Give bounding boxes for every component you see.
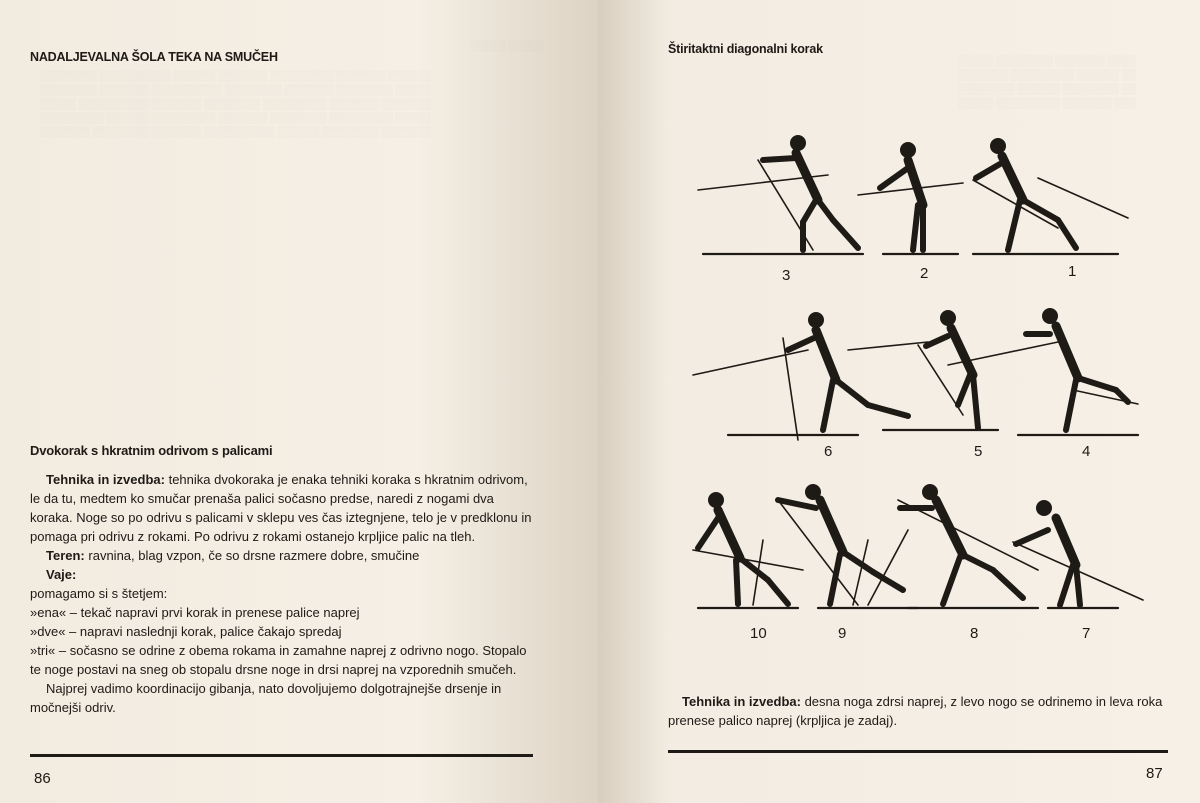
skier-figure-9: [778, 484, 918, 608]
skier-figure-2: [858, 142, 963, 254]
section-title: Štiritaktni diagonalni korak: [668, 42, 823, 56]
figure-number: 5: [974, 443, 983, 460]
figure-number: 2: [920, 265, 929, 282]
exercise-line: »ena« – tekač napravi prvi korak in prenese palice naprej: [30, 605, 360, 620]
right-page: [598, 0, 1200, 803]
figure-number: 1: [1068, 263, 1077, 280]
figure-caption: [668, 692, 1173, 730]
figure-number: 4: [1082, 443, 1091, 460]
figure-number: 10: [750, 625, 767, 642]
skier-figure-8: [868, 484, 1038, 608]
bleed-through-text: ░░░░░ ░░░░░: [470, 41, 544, 52]
page-header: NADALJEVALNA ŠOLA TEKA NA SMUČEH: [30, 50, 278, 64]
skier-figure-5: [848, 310, 998, 430]
exercises-label: Vaje:: [46, 567, 77, 582]
technique-label: Tehnika in izvedba:: [682, 694, 801, 709]
terrain-text: ravnina, blag vzpon, če so drsne razmere dobre, smučine: [88, 548, 420, 563]
terrain-label: Teren:: [46, 548, 85, 563]
skiing-sequence-figure: [618, 60, 1178, 660]
technique-label: Tehnika in izvedba:: [46, 472, 165, 487]
bleed-through-text-block: ░░░░░░░░ ░░░░░░░░░░ ░░░░░░ ░░░░░░░ ░░░░░░░░░ ░░░░░░░ ░░░░░░ ░░░░░░░░ ░░░░░░░ ░░░░░░░░░░ ░░░░░░░░ ░░░░░░░ ░░░░░░░░ ░░░░░ ░░░░░ ░░░░░░░░░░ ░░░░░░░ ░░░░░░░░ ░░░░░░░░░ ░░░░░░░ ░░░░░░░ ░░░░░░░░░ ░░░░░░ ░░░░░░░░░ ░░░░░░░ ░░░░░░░░ ░░░░░░░░░ ░░░░░ ░░░░░░░ ░░░░░░░░ ░░░░░░░ ░░░░░░░░░░ ░░░░░░ ░░░░░░░░ ░░░░░░░: [40, 71, 431, 138]
exercise-line: »tri« – sočasno se odrine z obema rokama in zamahne naprej z odrivno nogo. Stopalo te noge postavi na sneg ob stopalu drsne noge in drsi naprej na vzporednih smučeh.: [30, 643, 527, 677]
exercise-line: pomagamo si s štetjem:: [30, 586, 168, 601]
skier-figure-7: [1013, 500, 1143, 608]
skier-figure-6: [693, 312, 908, 440]
page-number: 86: [34, 770, 51, 787]
figure-number: 3: [782, 267, 791, 284]
exercise-line: Najprej vadimo koordinacijo gibanja, nato dovoljujemo dolgotrajnejše drsenje in močnejši odriv.: [30, 681, 502, 715]
skier-figure-1: [973, 138, 1128, 254]
bottom-rule: [668, 750, 1168, 753]
left-page: [0, 0, 598, 803]
skier-figure-3: [698, 135, 863, 254]
bleed-through-text-block: ░░░░░ ░░░░░░░░ ░░░░░░░ ░░░░ ░░░░░░░ ░░░░░░░░░ ░░░░░░ ░░ ░░░░░░░░ ░░░░░░ ░░░░░░░░ ░░ ░░░░░ ░░░░░░░░░ ░░░░░░░ ░░░: [958, 56, 1136, 109]
technique-text: desna noga zdrsi naprej, z levo nogo se odrinemo in leva roka prenese palico naprej (krpljica je zadaj).: [668, 694, 1163, 728]
skier-figure-10: [693, 492, 803, 608]
page-number: 87: [1146, 765, 1163, 782]
exercise-line: »dve« – napravi naslednji korak, palice čakajo spredaj: [30, 624, 342, 639]
section-title: Dvokorak s hkratnim odrivom s palicami: [30, 443, 273, 458]
technique-text: tehnika dvokoraka je enaka tehniki koraka s hkratnim odrivom, le da tu, medtem ko smučar prenaša palici sočasno predse, naredi z nogami dva koraka. Noge so po odrivu s palicami v sklepu ves čas iztegnjene, telo je v predklonu in pomaga pri odrivu z rokami. Po odrivu z rokami ostanejo krpljice palic na tleh.: [30, 472, 532, 544]
figure-number: 6: [824, 443, 833, 460]
bottom-rule: [30, 754, 533, 757]
figure-number: 9: [838, 625, 847, 642]
body-text: [30, 470, 535, 717]
figure-number: 8: [970, 625, 979, 642]
figure-number: 7: [1082, 625, 1091, 642]
